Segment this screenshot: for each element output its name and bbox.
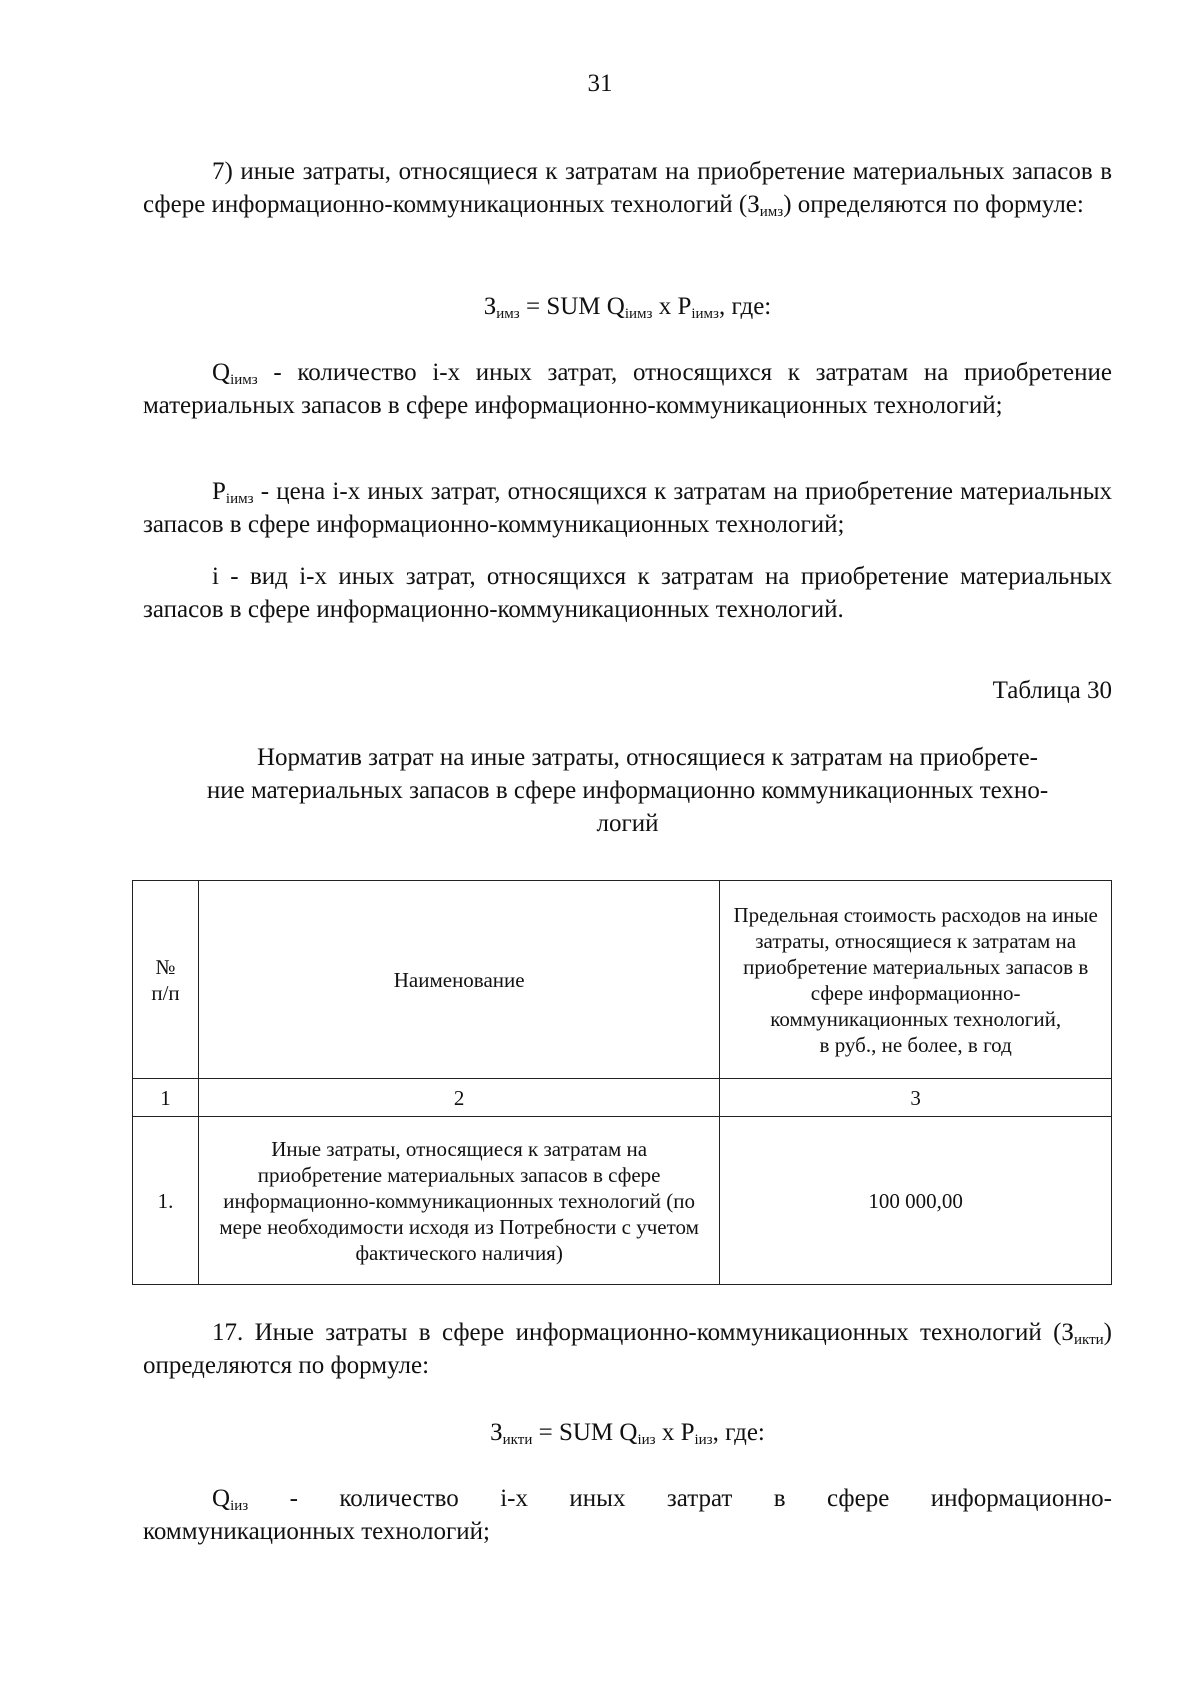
table-row — [133, 1117, 1112, 1285]
item-17-sub: икти — [1073, 1332, 1104, 1348]
formula-2-q-sub: iиз — [637, 1432, 656, 1448]
column-number-1: 1 — [133, 1079, 199, 1117]
item-7-sub: имз — [759, 204, 784, 220]
def-q2-word: сфере — [827, 1485, 890, 1512]
formula-1-x: x P — [652, 293, 692, 320]
header-cost — [720, 881, 1112, 1079]
def-q2-line-1 — [143, 1482, 1112, 1515]
header-cost-text: Предельная стоимость расходов на иные затраты, относящиеся к затратам на приобретение материальных запасов в сфере информационно-коммуникационных технологий, — [733, 902, 1098, 1031]
formula-2 — [143, 1416, 1112, 1449]
caption-line-2: ние материальных запасов в сфере информационно коммуникационных техно- — [206, 777, 1049, 804]
row-1-number: 1. — [133, 1117, 199, 1285]
formula-2-eq: = SUM Q — [532, 1419, 638, 1446]
def-q2-sub: iиз — [230, 1498, 249, 1514]
formula-1 — [143, 290, 1112, 323]
def-q2-word: i-х — [500, 1485, 528, 1512]
def-q1-symbol: Q — [212, 359, 231, 386]
item-17-lead: 17. Иные затраты в сфере информационно-коммуникационных технологий (З — [212, 1319, 1074, 1346]
def-q2-symbol — [212, 1482, 248, 1515]
def-p1-sub: iимз — [225, 491, 254, 507]
item-7-paragraph — [143, 155, 1112, 221]
formula-1-eq: = SUM Q — [519, 293, 625, 320]
item-17-paragraph — [143, 1316, 1112, 1382]
def-q1-text: - количество i-х иных затрат, относящихся к затратам на приобретение материальных запасов в сфере информационно-коммуникационных технологий; — [143, 359, 1112, 419]
formula-1-p-sub: iимз — [691, 306, 719, 322]
row-1-name: Иные затраты, относящиеся к затратам на приобретение материальных запасов в сфере информационно-коммуникационных технологий (по мере необходимости исходя из Потребности с учетом фактического наличия) — [198, 1117, 719, 1285]
header-cost-unit: в руб., не более, в год — [819, 1032, 1012, 1057]
definition-i-1: i - вид i-х иных затрат, относящихся к затратам на приобретение материальных запасов в сфере информационно-коммуникационных технологий. — [143, 563, 1112, 623]
formula-1-q-sub: iимз — [624, 306, 653, 322]
def-p1-text: - цена i-х иных затрат, относящихся к затратам на приобретение материальных запасов в сфере информационно-коммуникационных технологий; — [143, 478, 1112, 538]
definition-q-2 — [143, 1482, 1112, 1548]
formula-2-z-sub: икти — [502, 1432, 533, 1448]
def-q2-word: затрат — [666, 1485, 733, 1512]
formula-1-end: , где: — [718, 293, 772, 320]
def-q2-word: количество — [339, 1485, 459, 1512]
header-number — [133, 881, 199, 1079]
formula-1-z-sub: имз — [496, 306, 520, 322]
table-caption — [143, 741, 1112, 840]
norm-table — [132, 880, 1112, 1285]
table-header-row — [133, 881, 1112, 1079]
formula-1-z: З — [483, 293, 497, 320]
formula-2-end: , где: — [712, 1419, 765, 1446]
formula-2-z: З — [490, 1419, 503, 1446]
def-q2-word: иных — [569, 1485, 626, 1512]
def-q1-sub: iимз — [230, 372, 258, 388]
table-column-numbers-row — [133, 1079, 1112, 1117]
row-1-cost: 100 000,00 — [720, 1117, 1112, 1285]
formula-2-x: x P — [655, 1419, 695, 1446]
def-q2-line-2: коммуникационных технологий; — [143, 1518, 490, 1545]
column-number-3: 3 — [720, 1079, 1112, 1117]
definition-q-1 — [143, 356, 1112, 422]
page-number: 31 — [587, 70, 613, 97]
definition-p-1 — [143, 475, 1112, 541]
caption-line-3: логий — [596, 810, 659, 837]
def-q2-word: в — [773, 1485, 786, 1512]
caption-line-1: Норматив затрат на иные затраты, относящиеся к затратам на приобрете- — [257, 744, 1038, 771]
item-7-lead: 7) иные затраты, относящиеся к затратам на приобретение материальных запасов в сфере информационно-коммуникационных технологий (З — [143, 158, 1112, 218]
item-7-tail: ) определяются по формуле: — [783, 191, 1084, 218]
def-q2-word: - — [289, 1485, 298, 1512]
column-number-2: 2 — [198, 1079, 719, 1117]
header-number-text: № п/п — [151, 954, 180, 1005]
table-label: Таблица 30 — [992, 677, 1112, 704]
def-p1-symbol: P — [212, 478, 226, 505]
formula-2-p-sub: iиз — [694, 1432, 713, 1448]
item-17-tail: ) определяются по формуле: — [143, 1319, 1112, 1379]
header-name: Наименование — [198, 881, 719, 1079]
def-q2-word: информационно- — [930, 1485, 1112, 1512]
def-q2-sym: Q — [212, 1485, 231, 1512]
